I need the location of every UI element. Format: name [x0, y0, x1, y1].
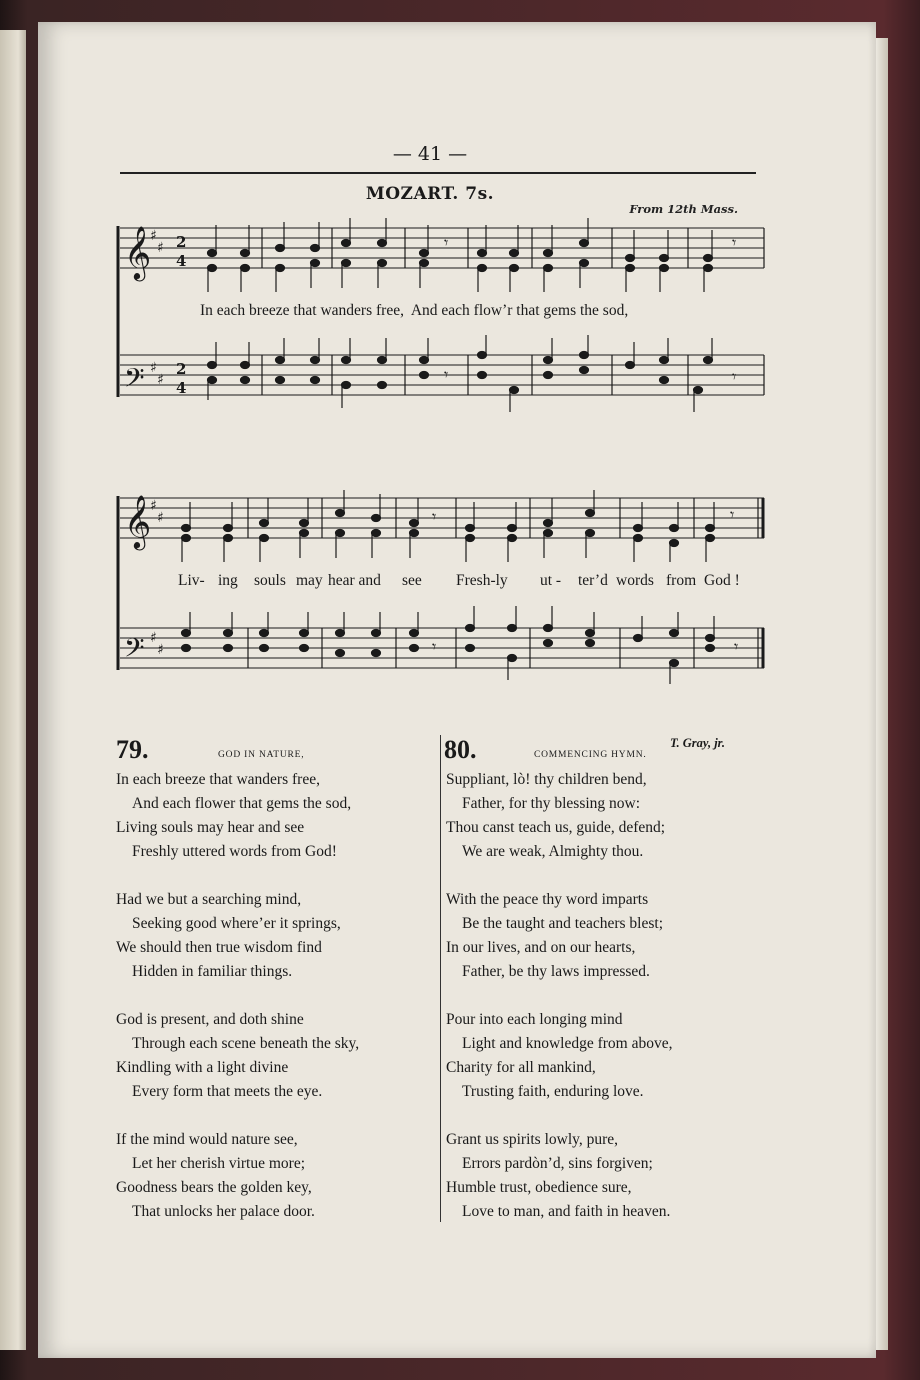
svg-text:𝄾: 𝄾 — [444, 365, 449, 384]
verse-line: God is present, and doth shine — [116, 1011, 304, 1028]
svg-text:𝄾: 𝄾 — [432, 507, 437, 526]
lyric-syllable: words — [616, 572, 654, 589]
lyric-syllable: see — [402, 572, 422, 589]
lyric-syllable: from — [666, 572, 697, 589]
verse-line: Father, be thy laws impressed. — [462, 963, 650, 980]
verse-line: Kindling with a light divine — [116, 1059, 289, 1076]
verse-line: Charity for all mankind, — [446, 1059, 596, 1076]
svg-text:𝄾: 𝄾 — [730, 505, 735, 524]
column-divider — [440, 735, 441, 1222]
verse-line: Thou canst teach us, guide, defend; — [446, 819, 666, 836]
verse-line: Humble trust, obedience sure, — [446, 1179, 632, 1196]
verse-line: We should then true wisdom find — [116, 939, 322, 956]
verse-line: Light and knowledge from above, — [462, 1035, 673, 1052]
svg-text:𝄞: 𝄞 — [124, 494, 152, 548]
verse-line: Let her cherish virtue more; — [132, 1155, 306, 1172]
svg-text:2: 2 — [176, 233, 187, 251]
lyric-syllable: Fresh-ly — [456, 572, 508, 589]
hymn-number: 80. — [444, 735, 477, 764]
verse-line: Living souls may hear and see — [116, 819, 305, 836]
svg-text:𝄾: 𝄾 — [734, 637, 739, 656]
lyric-syllable: Liv- — [178, 572, 205, 589]
verse-line: Trusting faith, enduring love. — [462, 1083, 644, 1100]
svg-text:𝄾: 𝄾 — [732, 233, 737, 252]
svg-text:4: 4 — [176, 252, 187, 270]
page-number: — 41 — — [392, 143, 468, 165]
verse-line: We are weak, Almighty thou. — [462, 843, 644, 860]
hymn-number: 79. — [116, 735, 149, 764]
hymn-author: T. Gray, jr. — [670, 736, 725, 750]
verse-line: In our lives, and on our hearts, — [446, 939, 636, 956]
verse-line: Suppliant, lò! thy children bend, — [446, 771, 647, 788]
verse-line: Had we but a searching mind, — [116, 891, 302, 908]
treble-clef-icon: 𝄞 — [124, 225, 152, 279]
lyric-syllable: ut - — [540, 572, 562, 589]
svg-text:♯: ♯ — [157, 372, 164, 388]
verse-line: Hidden in familiar things. — [132, 963, 293, 980]
svg-text:♯: ♯ — [150, 360, 157, 376]
lyric-syllable: hear and — [328, 572, 381, 589]
svg-text:2: 2 — [176, 360, 187, 378]
verse-line: Seeking good where’er it springs, — [132, 915, 341, 932]
svg-text:♯: ♯ — [157, 510, 164, 526]
verse-line: Freshly uttered words from God! — [132, 843, 337, 860]
lyric-syllable: ing — [218, 572, 238, 589]
svg-text:♯: ♯ — [150, 630, 157, 646]
tune-name: MOZART. 7s. — [365, 184, 495, 204]
svg-text:𝄾: 𝄾 — [444, 233, 449, 252]
svg-text:𝄢: 𝄢 — [124, 632, 145, 670]
verse-line: Errors pardòn’d, sins forgiven; — [462, 1155, 653, 1172]
rests — [432, 233, 738, 656]
verse-line: Goodness bears the golden key, — [116, 1179, 312, 1196]
bass-clef-icon: 𝄢 — [124, 362, 145, 400]
hymn-title: COMMENCING HYMN. — [534, 750, 647, 760]
svg-text:♯: ♯ — [150, 498, 157, 514]
lyric-syllable: ter’d — [578, 572, 608, 589]
verse-line: Father, for thy blessing now: — [462, 795, 641, 812]
verse-line: Grant us spirits lowly, pure, — [446, 1131, 619, 1148]
verse-line: And each flower that gems the sod, — [132, 795, 352, 812]
verse-line: Be the taught and teachers blest; — [462, 915, 664, 932]
verse-line: In each breeze that wanders free, — [116, 771, 320, 788]
clefs — [124, 225, 186, 670]
staff-bass-2 — [120, 628, 764, 668]
verse-line: Pour into each longing mind — [446, 1011, 623, 1028]
tune-source: From 12th Mass. — [629, 202, 738, 216]
notes — [182, 218, 715, 684]
staff-treble-2 — [120, 498, 764, 538]
svg-text:4: 4 — [176, 379, 187, 397]
svg-text:♯: ♯ — [157, 642, 164, 658]
svg-text:♯: ♯ — [150, 228, 157, 244]
barlines — [248, 228, 764, 668]
verse-line: With the peace thy word imparts — [446, 891, 649, 908]
verse-line: Through each scene beneath the sky, — [132, 1035, 360, 1052]
lyric-syllable: God ! — [704, 572, 740, 589]
verse-line: That unlocks her palace door. — [132, 1203, 315, 1220]
svg-text:𝄾: 𝄾 — [732, 367, 737, 386]
lyric-syllable: may — [296, 572, 323, 589]
verse-line: Every form that meets the eye. — [132, 1083, 323, 1100]
svg-text:♯: ♯ — [157, 240, 164, 256]
verse-line: Love to man, and faith in heaven. — [462, 1203, 671, 1220]
lyric-syllable: souls — [254, 572, 286, 589]
svg-text:𝄾: 𝄾 — [432, 637, 437, 656]
hymn-title: GOD IN NATURE, — [218, 750, 305, 760]
lyric-line-1: In each breeze that wanders free, And each flow’r that gems the sod, — [200, 302, 629, 319]
verse-line: If the mind would nature see, — [116, 1131, 298, 1148]
